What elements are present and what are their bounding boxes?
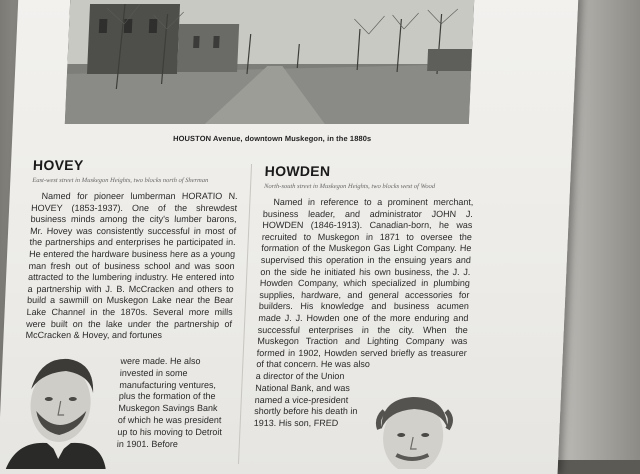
howden-portrait [364,389,467,469]
howden-subhead: North-south street in Muskegon Heights, two blocks west of Wood [263,183,436,190]
hovey-subhead: East-west street in Muskegon Heights, two blocks north of Sherman [32,177,209,184]
howden-heading: HOWDEN [264,163,331,179]
street-photo [65,0,475,124]
hovey-portrait [6,349,111,469]
hovey-section [25,157,239,342]
howden-body: Named in reference to a prominent merchant, business leader, and administrator JOHN J. HOWDEN (1846-1913). Canadian-born, he was recruited to Muskegon in 1871 to oversee the formation of the Muskegon Gas Light Company. He supervised this operation in the ensuing years and on the side he initiated his own business, the J. J. Howden Company, which specialized in plumbing supplies, hardware, and general accessories for builders. His knowledge and business acumen made J. J. Howden one of the more enduring and successful enterprises in the city. When the Muskegon Traction and Lighting Company was formed in 1902, Howden served briefly as treasurer of that concern. He was also [256,197,474,370]
hovey-heading: HOVEY [32,157,84,173]
photo-caption: HOUSTON Avenue, downtown Muskegon, in the 1880s [172,134,372,143]
hovey-body: Named for pioneer lumberman HORATIO N. HOVEY (1853-1937). One of the shrewdest business minds among the city's lumber barons, Mr. Hovey was consistently successful in most of the partnerships and enterprises he participated in. He entered the hardware business here as a young man fresh out of business school and was soon attracted to the lumbering industry. He entered into a partnership with J. B. McCracken and others to build a sawmill on Muskegon Lake near the Bear Lake Channel in the 1870s. Several more mills were built on the lake under the partnership of McCracken & Hovey, and fortunes [25,191,238,341]
hovey-body-continued: were made. He also invested in some manufacturing ventures, plus the formation of the Muskegon Savings Bank of which he was president up to his moving to Detroit in 1901. Before [116,356,223,449]
column-divider [238,164,252,464]
howden-body-continued: a director of the Union National Bank, and was named a vice-president shortly before his death in 1913. His son, FRED [253,370,358,429]
hovey-continuation [117,356,229,450]
howden-continuation [253,371,370,430]
